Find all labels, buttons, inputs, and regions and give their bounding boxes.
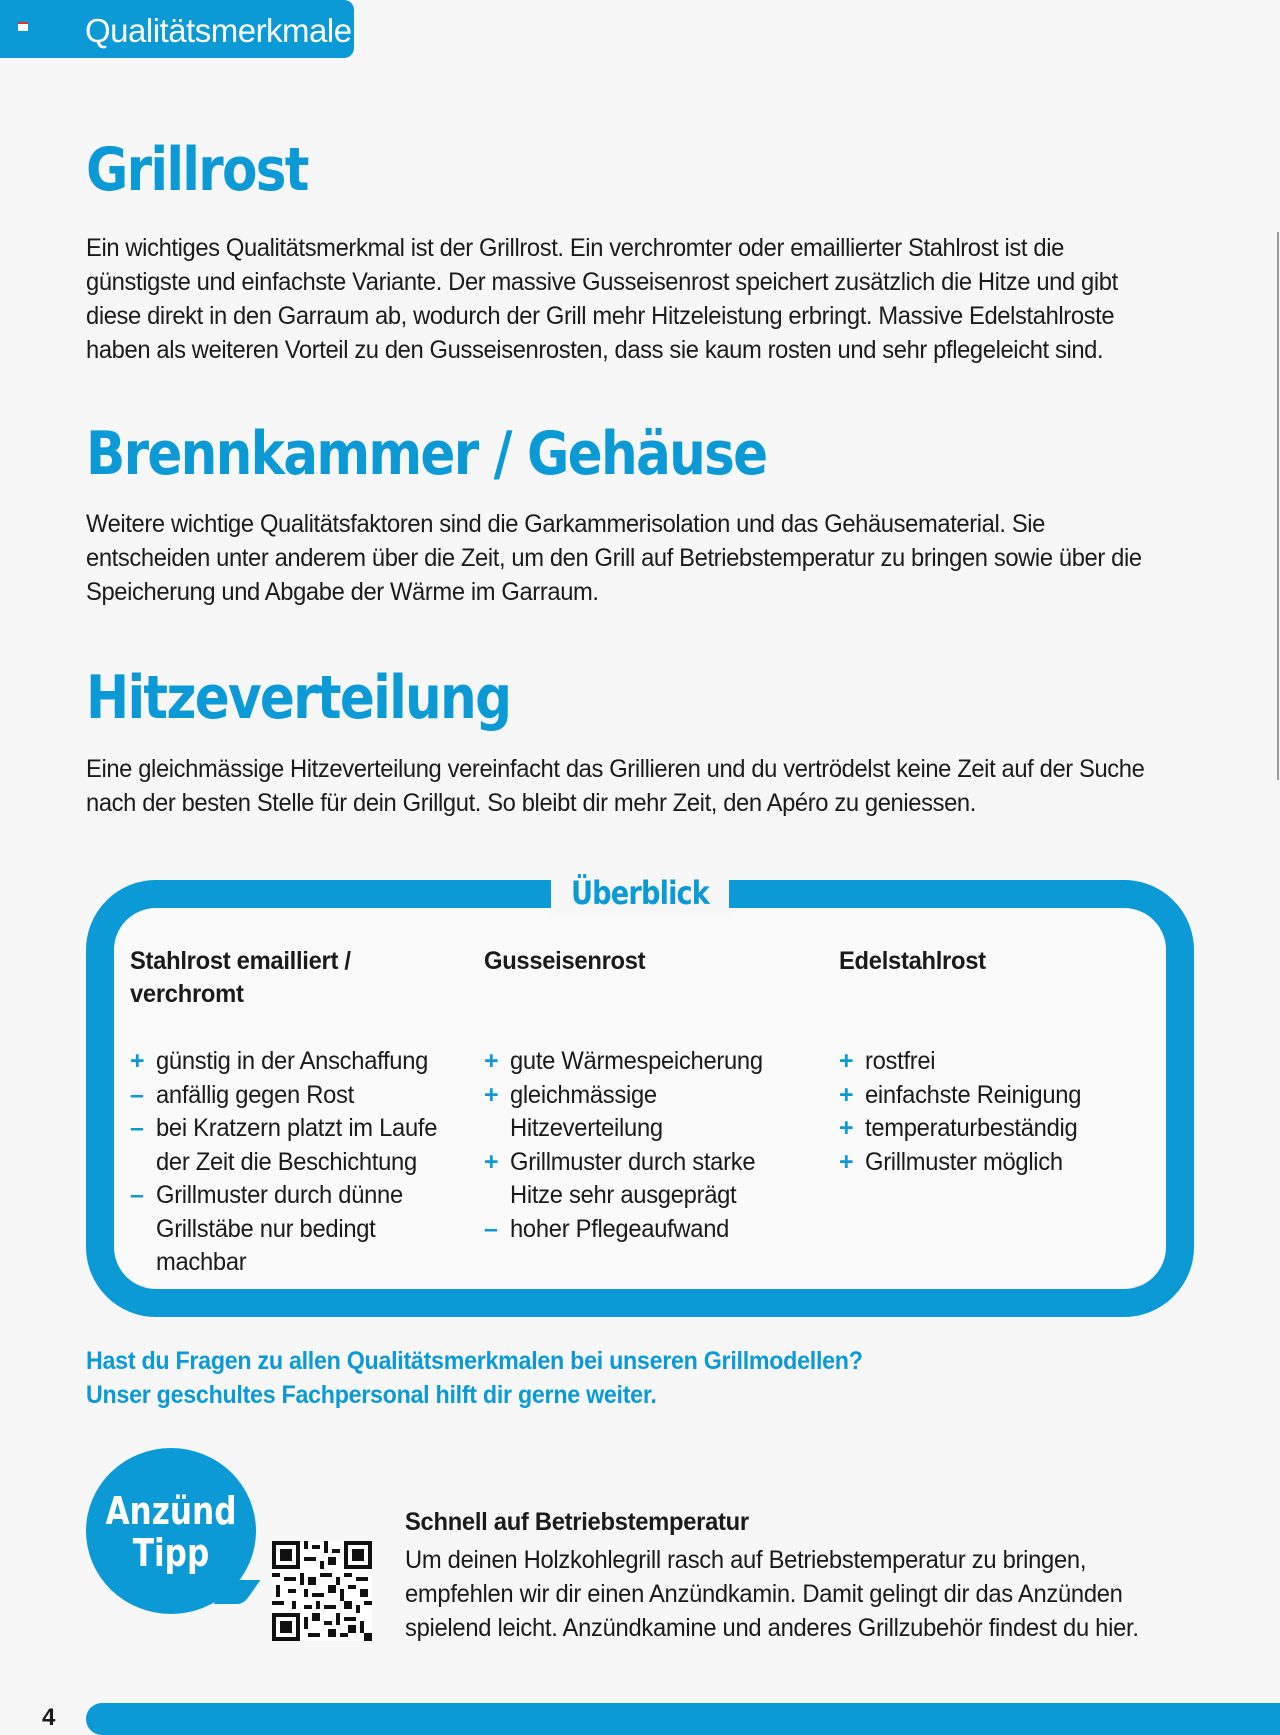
question-line-1: Hast du Fragen zu allen Qualitätsmerkmalen bei unseren Grillmodellen?: [86, 1347, 863, 1375]
overview-column-stahlrost: [130, 945, 460, 1280]
minus-icon: –: [130, 1114, 144, 1142]
list-item: – hoher Pflegeaufwand: [484, 1213, 814, 1247]
overview-column-edelstahlrost: [839, 945, 1169, 1179]
list-item: – anfällig gegen Rost: [130, 1079, 460, 1113]
plus-icon: +: [484, 1080, 499, 1109]
minus-icon: –: [130, 1181, 144, 1209]
heading-brennkammer: Brennkammer / Gehäuse: [86, 419, 767, 489]
list-item: + rostfrei: [839, 1045, 1169, 1079]
list-item: + Grillmuster durch starke Hitze sehr ausgeprägt: [484, 1147, 756, 1209]
column-heading: Edelstahlrost: [839, 947, 986, 975]
plus-icon: +: [839, 1114, 854, 1142]
pros-cons-list: [484, 1045, 814, 1246]
tip-badge-label: Anzünd Tipp: [105, 1489, 237, 1575]
plus-icon: +: [839, 1080, 854, 1109]
minus-icon: –: [130, 1080, 144, 1109]
plus-icon: +: [839, 1047, 854, 1075]
pros-cons-list: [839, 1045, 1169, 1179]
heading-grillrost: Grillrost: [86, 135, 308, 205]
list-item: + günstig in der Anschaffung: [130, 1045, 460, 1079]
tip-body: Um deinen Holzkohlegrill rasch auf Betriebstemperatur zu bringen, empfehlen wir dir einen Anzündkamin. Damit gelingt dir das Anzünden spielend leicht. Anzündkamine und anderes Grillzubehör findest du hier.: [405, 1546, 1139, 1642]
page-number: 4: [42, 1704, 56, 1731]
column-heading: Gusseisenrost: [484, 947, 646, 975]
paragraph-hitzeverteilung: Eine gleichmässige Hitzeverteilung vereinfacht das Grillieren und du vertrödelst keine Zeit auf der Suche nach der besten Stelle für dein Grillgut. So bleibt dir mehr Zeit, den Apéro zu geniessen.: [86, 755, 1145, 817]
qr-code-icon[interactable]: [272, 1540, 372, 1642]
tip-title: Schnell auf Betriebstemperatur: [405, 1508, 749, 1536]
plus-icon: +: [839, 1147, 854, 1176]
section-tag: [0, 0, 354, 58]
overview-column-gusseisenrost: [484, 945, 814, 1246]
plus-icon: +: [484, 1047, 499, 1075]
section-tag-label: Qualitätsmerkmale: [85, 12, 352, 49]
question-text: [86, 1344, 863, 1412]
question-line-2: Unser geschultes Fachpersonal hilft dir gerne weiter.: [86, 1381, 657, 1409]
heading-hitzeverteilung: Hitzeverteilung: [86, 663, 511, 733]
paragraph-grillrost: Ein wichtiges Qualitätsmerkmal ist der Grillrost. Ein verchromter oder emaillierter Stahlrost ist die günstigste und einfachste Variante. Der massive Gusseisenrost speichert zusätzlich die Hitze und gibt diese direkt in den Garraum ab, wodurch der Grill mehr Hitzeleistung erbringt. Massive Edelstahlroste haben als weiteren Vorteil zu den Gusseisenrosten, dass sie kaum rosten und sehr pflegeleicht sind.: [86, 234, 1118, 364]
overview-title: Überblick: [570, 874, 710, 912]
plus-icon: +: [484, 1147, 499, 1176]
list-item: + Grillmuster möglich: [839, 1146, 1169, 1180]
list-item: + einfachste Reinigung: [839, 1079, 1169, 1113]
list-item: – bei Kratzern platzt im Laufe der Zeit die Beschichtung: [130, 1114, 438, 1176]
column-heading: Stahlrost emailliert / verchromt: [130, 947, 351, 1008]
list-item: + gute Wärmespeicherung: [484, 1045, 814, 1079]
plus-icon: +: [130, 1047, 145, 1075]
list-item: – Grillmuster durch dünne Grillstäbe nur bedingt machbar: [130, 1181, 403, 1276]
right-margin-rule: [1277, 232, 1279, 780]
pros-cons-list: [130, 1045, 460, 1280]
flag-icon: [18, 22, 28, 31]
list-item: + temperaturbeständig: [839, 1112, 1169, 1146]
paragraph-brennkammer: Weitere wichtige Qualitätsfaktoren sind die Garkammerisolation und das Gehäusematerial. Sie entscheiden unter anderem über die Zeit, um den Grill auf Betriebstemperatur zu bringen sowie über die Speicherung und Abgabe der Wärme im Garraum.: [86, 510, 1142, 606]
minus-icon: –: [484, 1214, 498, 1243]
list-item: + gleichmässige Hitzeverteilung: [484, 1080, 663, 1142]
footer-bar: [86, 1703, 1280, 1735]
